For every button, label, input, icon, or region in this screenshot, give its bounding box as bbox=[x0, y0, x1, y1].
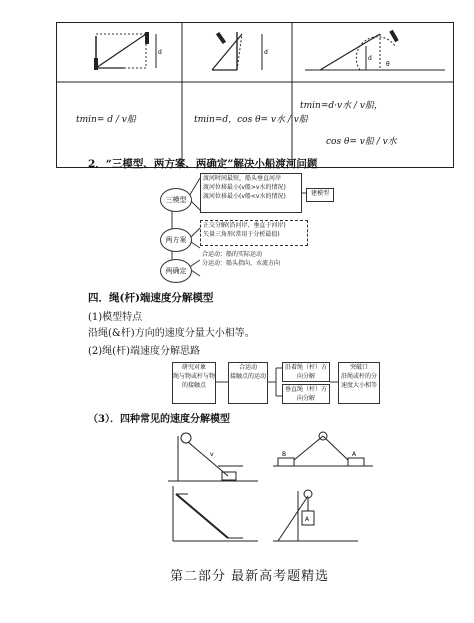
section-2-title: 2．“三模型、两方案、两确定”解决小船渡河问题 bbox=[88, 158, 318, 170]
v-label: v bbox=[210, 451, 214, 458]
river-crossing-table bbox=[56, 22, 454, 168]
flow-decompose-perp: 垂直绳（杆）方向分解 bbox=[282, 384, 330, 404]
model-item: 渡河时间最短，船头垂直河岸 bbox=[203, 175, 282, 182]
diagram-min-displacement-2 bbox=[300, 26, 450, 82]
diagram-min-time bbox=[66, 26, 176, 82]
formula-3-top: tmin=d·v水 / v船， bbox=[300, 101, 383, 111]
determine-item: 合运动：船的实际运动 bbox=[202, 251, 263, 258]
flow-research-detail: 绳与物或杆与物的接触点 bbox=[173, 373, 216, 389]
formula-1: tmin= d / v船 bbox=[76, 115, 136, 125]
flow-breakthrough-title: 突破口 bbox=[349, 364, 368, 371]
part-two-heading: 第二部分 最新高考题精选 bbox=[170, 569, 330, 584]
flow-research-title: 研究对象 bbox=[181, 364, 206, 371]
d-label-3: d bbox=[368, 55, 372, 62]
sub-heading-1: (1)模型特点 bbox=[88, 312, 143, 323]
flow-motion-title: 合运动 bbox=[238, 364, 257, 371]
formula-3-bottom: cos θ= v船 / v水 bbox=[326, 137, 397, 147]
determine-item: 分运动：船头指向、水流方向 bbox=[202, 260, 281, 267]
model-item: 渡河位移最小(v船<v水的情况) bbox=[203, 193, 286, 200]
block-a-label: A bbox=[305, 516, 310, 523]
oval-two-plans: 两方案 bbox=[160, 228, 192, 252]
diagram-min-displacement-1 bbox=[192, 26, 302, 82]
flow-research bbox=[172, 362, 216, 404]
flow-breakthrough bbox=[338, 362, 380, 404]
oval-three-models: 三模型 bbox=[160, 188, 192, 212]
label-b: B bbox=[282, 451, 287, 458]
sub-heading-3: （3）．四种常见的速度分解模型 bbox=[88, 414, 230, 425]
flow-breakthrough-detail: 沿绳或杆的分速度大小相等 bbox=[340, 373, 377, 389]
plan-items-box bbox=[200, 220, 308, 246]
flow-motion bbox=[228, 362, 268, 404]
model-pulley-ground bbox=[158, 426, 268, 486]
flow-decompose-along: 沿着绳（杆）方向分解 bbox=[282, 362, 330, 382]
model-item: 渡河位移最小(v船>v水的情况) bbox=[203, 184, 286, 191]
model-items-box bbox=[200, 173, 302, 213]
plan-item: 正交分解(沿河岸、垂直于河岸) bbox=[203, 222, 286, 229]
d-label-2: d bbox=[264, 49, 268, 56]
flow-motion-detail: 接触点的运动 bbox=[229, 373, 266, 380]
label-a: A bbox=[352, 451, 357, 458]
d-label: d bbox=[158, 49, 162, 56]
sub1-text: 沿绳(&杆)方向的速度分量大小相等。 bbox=[88, 328, 255, 339]
section-4-heading: 四．绳(杆)端速度分解模型 bbox=[88, 292, 214, 304]
sub-heading-2: (2)绳(杆)端速度分解思路 bbox=[88, 346, 200, 357]
theta-label: θ bbox=[386, 61, 390, 68]
formula-2: tmin=d，cos θ= v水 / v船 bbox=[194, 115, 308, 125]
oval-two-determine: 两确定 bbox=[160, 259, 192, 283]
model-pulley-block bbox=[268, 486, 378, 546]
plan-item: 矢量三角形(常用于分析最值) bbox=[203, 231, 280, 238]
determine-items-box bbox=[200, 250, 306, 274]
build-model-tag: 建模型 bbox=[306, 188, 334, 202]
model-rod-wall bbox=[158, 486, 268, 546]
model-two-carts bbox=[268, 426, 378, 486]
